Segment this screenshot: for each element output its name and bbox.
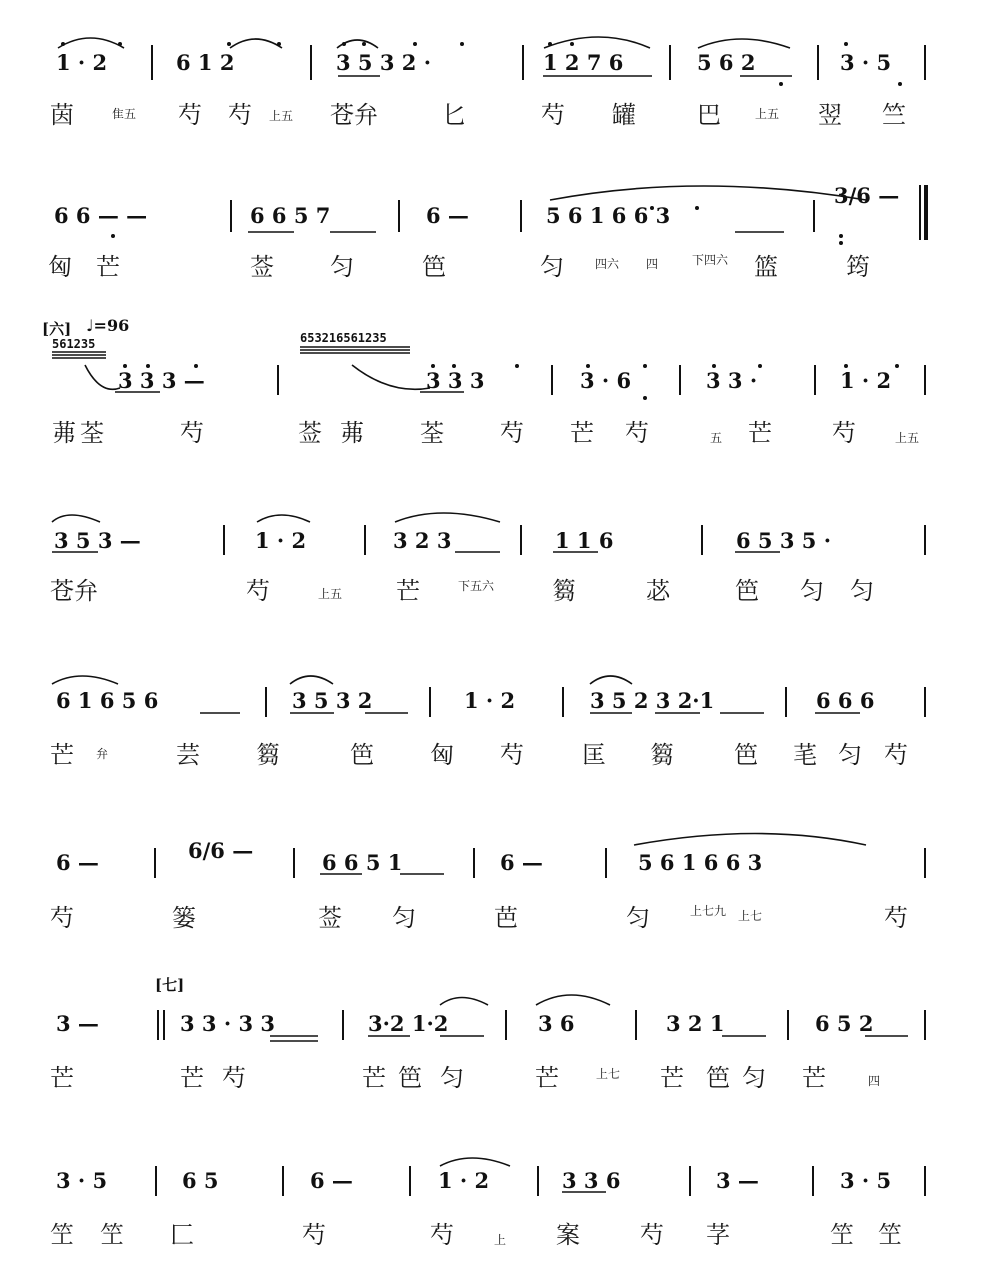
measure: 1 · 2 [56, 50, 108, 75]
measure: 3 · 5 [56, 1168, 108, 1193]
tablature-char: 笁 [830, 1221, 854, 1249]
tablature-char: 芒 [396, 577, 420, 605]
tablature-char: 四六 [595, 257, 620, 271]
tablature-char: 芓 [706, 1221, 730, 1249]
measure: 6 5 [182, 1168, 219, 1193]
measure: 3 — [716, 1168, 759, 1193]
measure: 6 6 — — [54, 203, 148, 228]
tablature-char: 芒 [50, 1064, 74, 1092]
tablature-char: 芍 [640, 1221, 664, 1249]
measure: 3 2 3 [393, 528, 452, 553]
measure: 6/6 — [188, 838, 254, 863]
tablature-char: 芒 [570, 419, 594, 447]
tablature-char: 笆 [422, 253, 446, 281]
tablature-char: 芍 [884, 741, 908, 769]
measure: 3 2 1 [666, 1011, 725, 1036]
tablature-char: 苍弁 [330, 101, 378, 129]
tablature-char: 笁 [50, 1221, 74, 1249]
tablature-char: 篓 [172, 904, 196, 932]
section-six-label: [六] [42, 320, 72, 338]
measure: 3 3 · [706, 368, 758, 393]
tablature-char: 匚 [170, 1221, 194, 1249]
tablature-char: 芒 [50, 741, 74, 769]
measure: 6 6 6 [816, 688, 875, 713]
tablature-char: 芒 [180, 1064, 204, 1092]
measure: 5 6 2 [697, 50, 756, 75]
tablature-char: 芒 [535, 1064, 559, 1092]
tablature-char: 笁 [878, 1221, 902, 1249]
tablature-char: 芍 [302, 1221, 326, 1249]
tablature-char: 莶 [298, 419, 322, 447]
tablature-char: 下四六 [692, 253, 729, 267]
tablature-char: 篘 [256, 741, 280, 769]
measure: 3·2 1·2 [368, 1011, 449, 1036]
tablature-char: 莶 [318, 904, 342, 932]
measure: 3 3 · 3 3 [180, 1011, 276, 1036]
tablature-char: 五 [710, 431, 723, 445]
tablature-char: 芍 [500, 741, 524, 769]
measure: 6 — [426, 203, 469, 228]
measure: 1 · 2 [438, 1168, 490, 1193]
measure: 3/6 — [834, 183, 900, 208]
tablature-char: 芍 [541, 101, 565, 129]
tablature-char: 芍 [832, 419, 856, 447]
measure: 3 · 6 [580, 368, 632, 393]
tablature-char: 篮 [754, 253, 778, 281]
tablature-char: 芍 [228, 101, 252, 129]
pickup-grace-notes-2: 653216561235 [300, 331, 387, 345]
tablature-char: 篘 [552, 577, 576, 605]
measure: 3 6 [538, 1011, 575, 1036]
section-seven-label: [七] [155, 976, 185, 994]
tablature-char: 笆 [735, 577, 759, 605]
tablature-char: 芍 [180, 419, 204, 447]
tablature-char: 匈 [430, 741, 454, 769]
tablature-char: 茵 [50, 101, 74, 129]
tablature-char: 芍 [50, 904, 74, 932]
tablature-char: 匀 [742, 1064, 766, 1092]
measure: 3 3 6 [562, 1168, 621, 1193]
tablature-char: 荃 [80, 419, 104, 447]
tablature-char: 四 [868, 1074, 881, 1088]
tablature-char: 上七九 [690, 904, 727, 918]
measure: 6 — [500, 850, 543, 875]
measure: 3 5 3 2 [292, 688, 373, 713]
tablature-char: 上 [494, 1233, 507, 1247]
tablature-char: 匀 [540, 253, 564, 281]
tablature-char: 芍 [178, 101, 202, 129]
tablature-char: 上五 [269, 109, 294, 123]
tablature-char: 芼 [793, 741, 817, 769]
measure: 3 — [56, 1011, 99, 1036]
tablature-char: 匕 [442, 101, 466, 129]
tablature-char: 篘 [650, 741, 674, 769]
tablature-char: 笁 [100, 1221, 124, 1249]
tablature-char: 竺 [882, 101, 906, 129]
tablature-char: 上七 [738, 909, 763, 923]
tablature-char: 翌 [818, 101, 842, 129]
measure: 1 2 7 6 [543, 50, 624, 75]
tablature-char: 笆 [706, 1064, 730, 1092]
tablature-char: 芍 [625, 419, 649, 447]
tablature-char: 茀 [52, 419, 76, 447]
tablature-char: 匀 [626, 904, 650, 932]
tablature-char: 芒 [660, 1064, 684, 1092]
tablature-char: 芭 [494, 904, 518, 932]
tablature-char: 苍弁 [50, 577, 98, 605]
measure: 6 — [310, 1168, 353, 1193]
measure: 6 1 6 5 6 [56, 688, 159, 713]
measure: 3 3 3 — [118, 368, 205, 393]
tablature-char: 笆 [734, 741, 758, 769]
tablature-char: 匀 [800, 577, 824, 605]
tablature-char: 弁 [96, 747, 109, 761]
measure: 6 6 5 1 [322, 850, 403, 875]
measure: 3 5 3 2 · [336, 50, 432, 75]
tablature-char: 芍 [500, 419, 524, 447]
tablature-char: 芍 [430, 1221, 454, 1249]
measure: 5 6 1 6 6 3 [638, 850, 763, 875]
measure: 1 · 2 [255, 528, 307, 553]
measure: 6 5 2 [815, 1011, 874, 1036]
tablature-char: 下五六 [458, 579, 495, 593]
tempo-mark: ♩=96 [86, 316, 130, 335]
tablature-char: 笆 [398, 1064, 422, 1092]
tablature-char: 上五 [755, 107, 780, 121]
measure: 6 6 5 7 [250, 203, 331, 228]
measure: 6 1 2 [176, 50, 235, 75]
tablature-char: 莶 [250, 253, 274, 281]
measure: 1 · 2 [840, 368, 892, 393]
tablature-char: 匡 [582, 741, 606, 769]
tablature-char: 上七 [596, 1067, 621, 1081]
measure: 3 · 5 [840, 50, 892, 75]
tablature-char: 案 [556, 1221, 580, 1249]
tablature-char: 茀 [340, 419, 364, 447]
tablature-char: 芸 [176, 741, 200, 769]
tablature-char: 上五 [318, 587, 343, 601]
measure: 6 — [56, 850, 99, 875]
measure: 5 6 1 6 6 3 [546, 203, 671, 228]
tablature-char: 苾 [646, 577, 670, 605]
measure: 3 5 2 3 2·1 [590, 688, 715, 713]
tablature-char: 四 [646, 257, 659, 271]
tablature-char: 匀 [440, 1064, 464, 1092]
tablature-char: 匀 [330, 253, 354, 281]
measure: 3 3 3 [426, 368, 485, 393]
tablature-char: 芒 [802, 1064, 826, 1092]
tablature-char: 芒 [96, 253, 120, 281]
tablature-char: 筠 [846, 253, 870, 281]
tablature-char: 匀 [838, 741, 862, 769]
tablature-char: 笆 [350, 741, 374, 769]
tablature-char: 隹五 [112, 107, 137, 121]
tablature-char: 芒 [362, 1064, 386, 1092]
tablature-char: 匀 [392, 904, 416, 932]
tablature-char: 荃 [420, 419, 444, 447]
tablature-char: 芍 [246, 577, 270, 605]
tablature-char: 罐 [612, 101, 636, 129]
tablature-char: 匈 [48, 253, 72, 281]
tablature-char: 芍 [222, 1064, 246, 1092]
measure: 3 5 3 — [54, 528, 141, 553]
measure: 3 · 5 [840, 1168, 892, 1193]
measure: 1 1 6 [555, 528, 614, 553]
tablature-char: 巴 [697, 101, 721, 129]
measure: 6 5 3 5 · [736, 528, 832, 553]
tablature-char: 芍 [884, 904, 908, 932]
pickup-grace-notes-1: 561235 [52, 337, 96, 351]
tablature-char: 上五 [895, 431, 920, 445]
measure: 1 · 2 [464, 688, 516, 713]
tablature-char: 芒 [748, 419, 772, 447]
tablature-char: 匀 [850, 577, 874, 605]
